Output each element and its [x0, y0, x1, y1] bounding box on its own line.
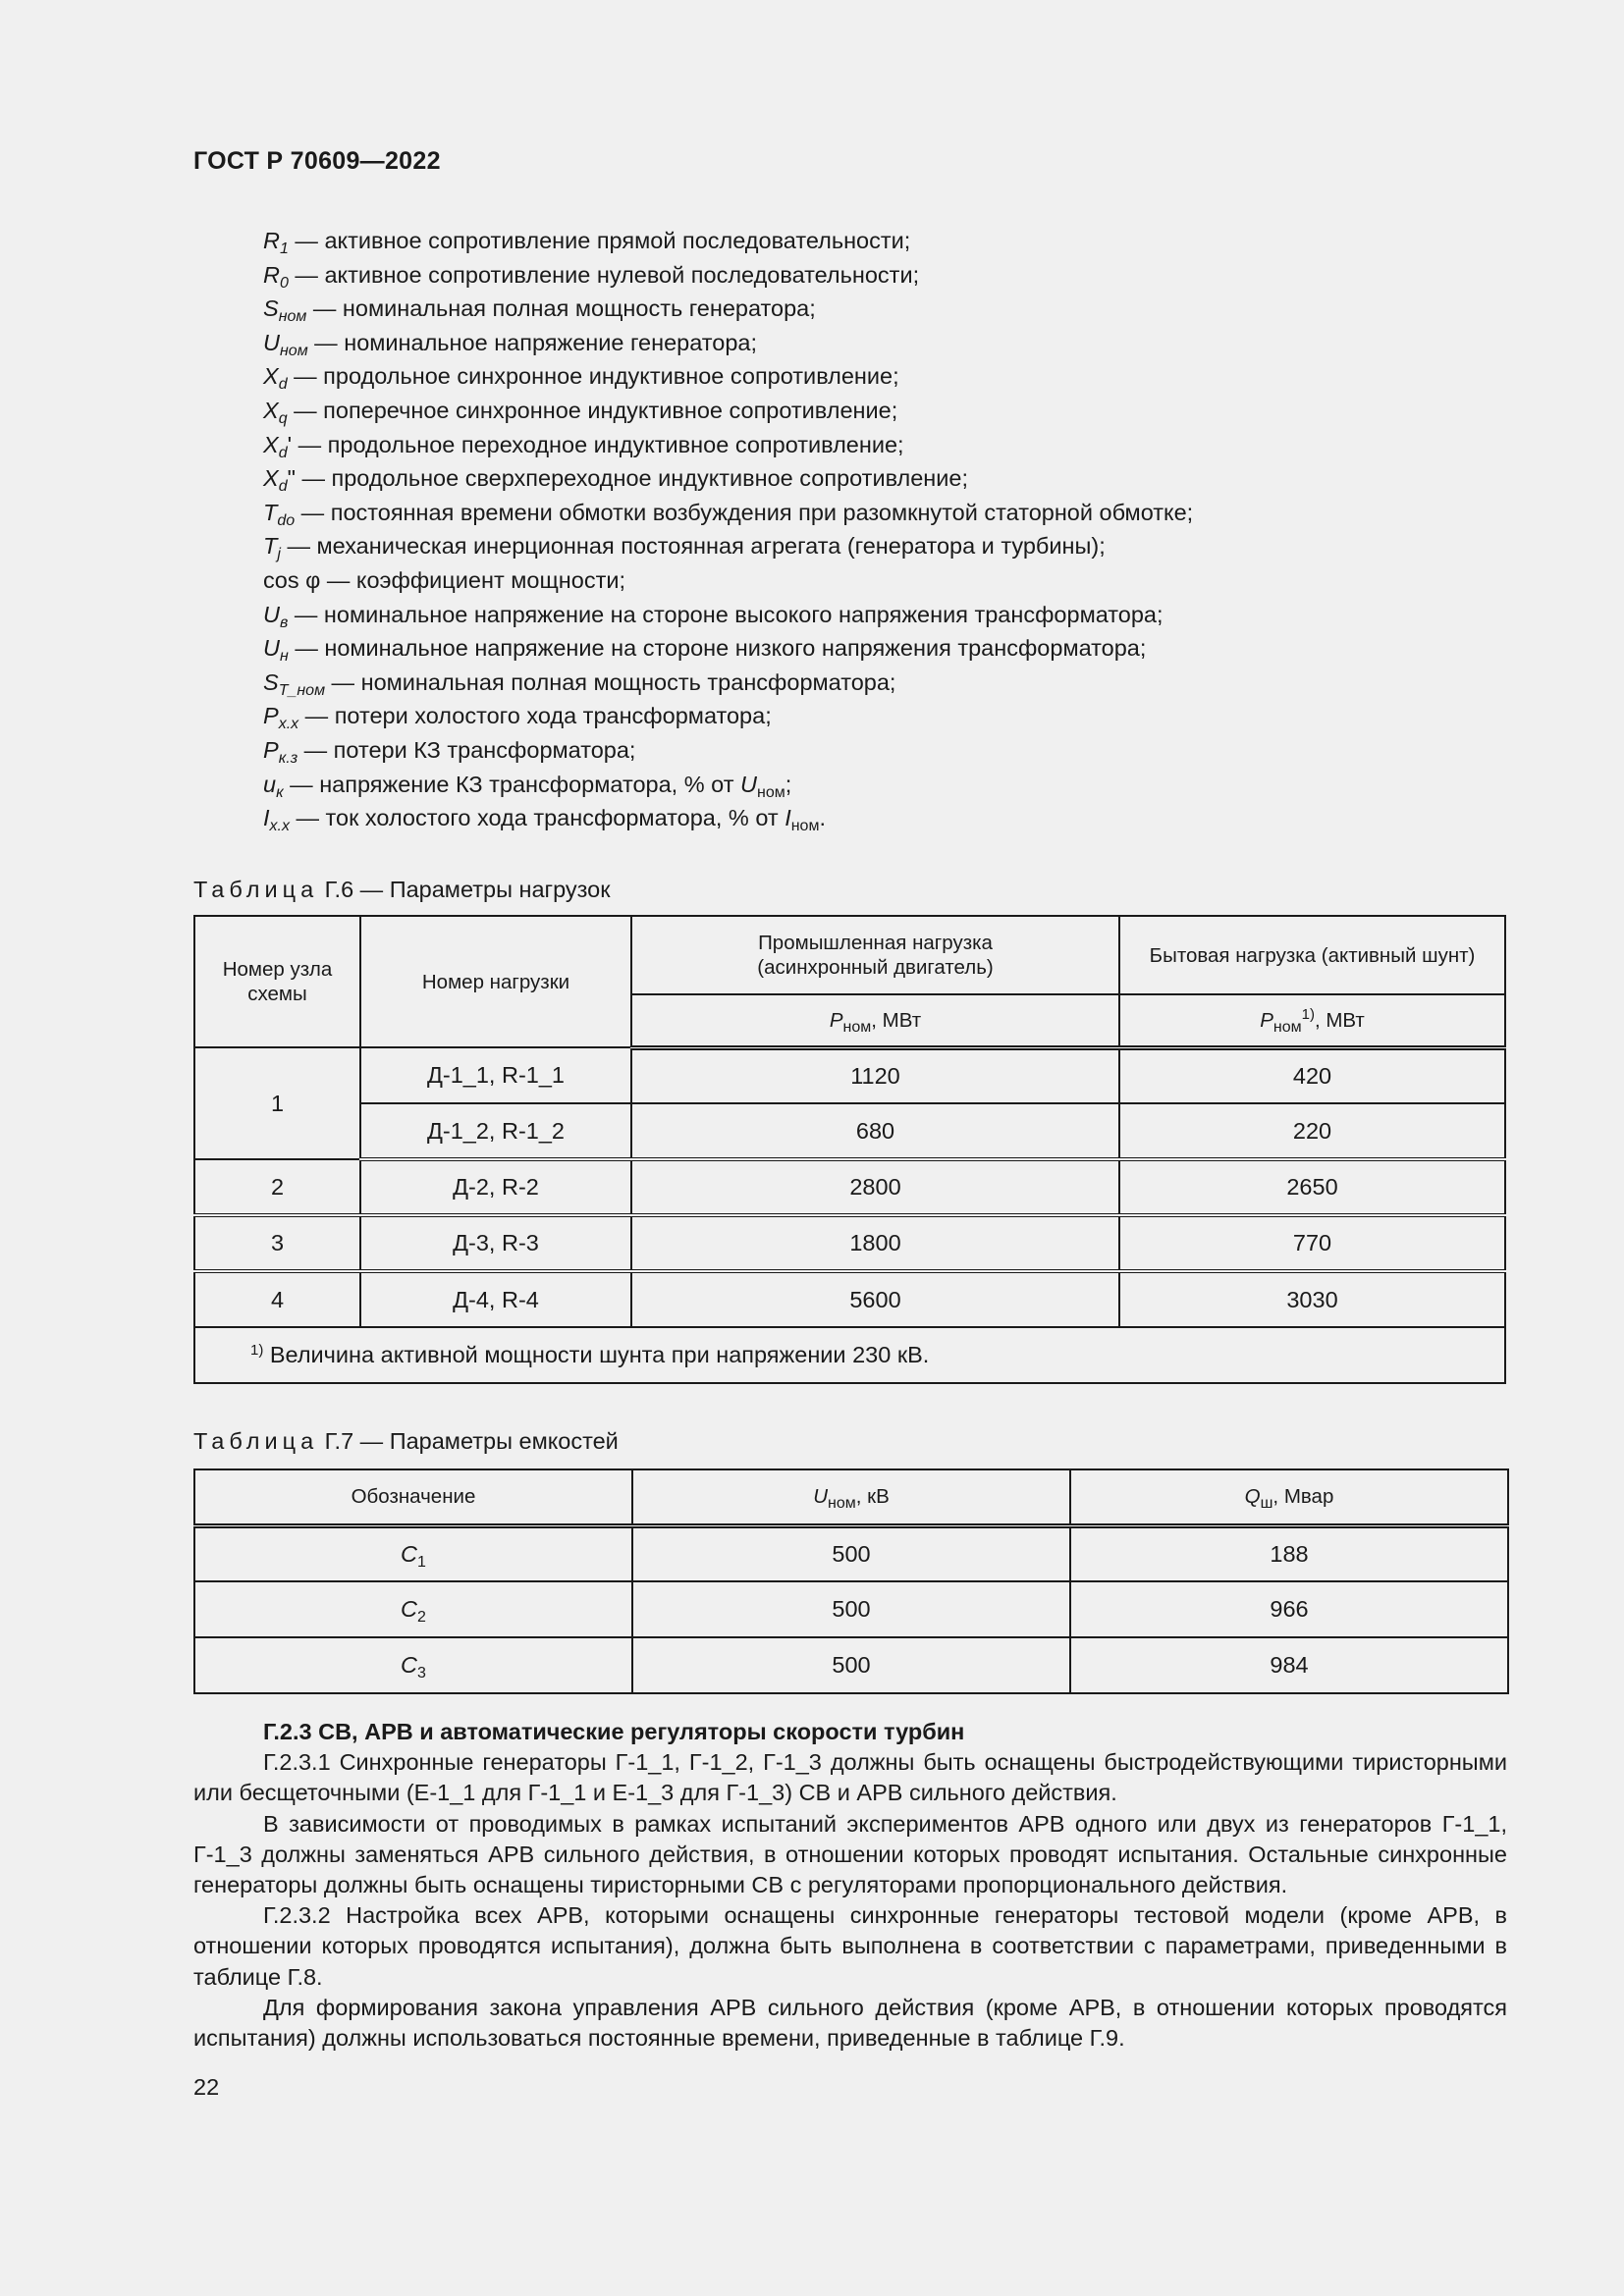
page-number: 22 [193, 2074, 220, 2100]
definition-item: $X_d'$ — продольное переходное индуктивное сопротивление; [263, 431, 904, 461]
loads-table [193, 915, 1506, 1384]
table-cell: 1800 [631, 1215, 1119, 1271]
table-cell: 500 [632, 1581, 1070, 1637]
table6-caption-word: Таблица [193, 877, 319, 902]
definition-item: $U_в$ — номинальное напряжение на стороне высокого напряжения трансформатора; [263, 601, 1164, 631]
table-cell: 5600 [631, 1271, 1119, 1327]
paragraph: Г.2.3.1 Синхронные генераторы Г-1_1, Г-1_2, Г-1_3 должны быть оснащены быстродействующими тиристорными или бесщеточными (Е-1_1 для Г-1_1 и Е-1_3 для Г-1_3) СВ и АРВ сильного действия. [193, 1749, 1507, 1806]
definition-item: $S_{ном}$ — номинальная полная мощность генератора; [263, 295, 816, 326]
definition-item: $P_{к.з}$ — потери КЗ трансформатора; [263, 736, 636, 767]
table-cell: 500 [632, 1637, 1070, 1693]
table-cell: 3 [194, 1215, 360, 1271]
paragraph: Для формирования закона управления АРВ сильного действия (кроме АРВ, в отношении которых проводятся испытания) должны использоваться постоянные времени, приведенные в таблице Г.9. [193, 1994, 1507, 2052]
table-cell: $C_2$ [194, 1581, 632, 1637]
table-cell: 188 [1070, 1525, 1508, 1581]
col-header-designation: Обозначение [194, 1469, 632, 1525]
definition-item: $R_1$ — активное сопротивление прямой последовательности; [263, 228, 911, 257]
table-cell: 420 [1119, 1047, 1505, 1103]
table-footnote: $^{1)}$ Величина активной мощности шунта при напряжении 230 кВ. [194, 1327, 1505, 1383]
col-header-household: Бытовая нагрузка (активный шунт) [1119, 916, 1505, 994]
definition-item: $X_d$" — продольное сверхпереходное индуктивное сопротивление; [263, 465, 969, 496]
definition-item: $R_0$ — активное сопротивление нулевой последовательности; [263, 261, 920, 292]
table-cell: 220 [1119, 1103, 1505, 1159]
definition-item: $U_{ном}$ — номинальное напряжение генератора; [263, 329, 758, 359]
definition-item: $T_{do}$ — постоянная времени обмотки возбуждения при разомкнутой статорной обмотке; [263, 499, 1194, 529]
table-cell: 984 [1070, 1637, 1508, 1693]
table-cell: $C_1$ [194, 1525, 632, 1581]
paragraph: В зависимости от проводимых в рамках испытаний экспериментов АРВ одного или двух из генераторов Г-1_1, Г-1_3 должны заменяться АРВ сильного действия, в отношении которых проводят испытания. Остальные синхронные генераторы должны быть оснащены тиристорными СВ с регуляторами пропорционального действия. [193, 1810, 1507, 1898]
col-header-load: Номер нагрузки [360, 916, 631, 1047]
table-cell: 2800 [631, 1159, 1119, 1215]
col-header-voltage: $U_{ном}$, кВ [632, 1469, 1070, 1525]
table-cell: 1 [194, 1047, 360, 1159]
col-header-node: Номер узла схемы [194, 916, 360, 1047]
table-cell: Д-4, R-4 [360, 1271, 631, 1327]
table-cell: 966 [1070, 1581, 1508, 1637]
section-heading: Г.2.3 СВ, АРВ и автоматические регуляторы скорости турбин [263, 1719, 965, 1744]
table-cell: Д-1_2, R-1_2 [360, 1103, 631, 1159]
table-cell: 680 [631, 1103, 1119, 1159]
table-cell: Д-2, R-2 [360, 1159, 631, 1215]
capacitors-table [193, 1468, 1509, 1694]
table-cell: 3030 [1119, 1271, 1505, 1327]
table-cell: $C_3$ [194, 1637, 632, 1693]
definition-item: $U_н$ — номинальное напряжение на стороне низкого напряжения трансформатора; [263, 635, 1147, 666]
table7-caption-title: Г.7 — Параметры емкостей [318, 1428, 619, 1454]
definition-item: cos φ — коэффициент мощности; [263, 566, 626, 593]
table-cell: 770 [1119, 1215, 1505, 1271]
table-cell: 2650 [1119, 1159, 1505, 1215]
table-cell: 4 [194, 1271, 360, 1327]
definition-item: $X_d$ — продольное синхронное индуктивное сопротивление; [263, 363, 899, 394]
unit-household: $P_{ном}^{1)}$, МВт [1119, 994, 1505, 1047]
definition-item: $T_j$ — механическая инерционная постоянная агрегата (генератора и турбины); [263, 533, 1106, 563]
table-cell: Д-3, R-3 [360, 1215, 631, 1271]
table-cell: 500 [632, 1525, 1070, 1581]
col-header-industrial: Промышленная нагрузка (асинхронный двигатель) [631, 916, 1119, 994]
table6-caption [193, 877, 611, 903]
definition-item: $X_q$ — поперечное синхронное индуктивное сопротивление; [263, 397, 898, 427]
table-cell: 2 [194, 1159, 360, 1215]
definition-item: $u_к$ — напряжение КЗ трансформатора, % от $U_{ном}$; [263, 771, 792, 801]
table7-caption [193, 1428, 619, 1455]
col-header-reactive-power: $Q_ш$, Мвар [1070, 1469, 1508, 1525]
symbol-definitions [263, 224, 1193, 835]
document-code: ГОСТ Р 70609—2022 [193, 147, 441, 175]
definition-item: $S_{Т\_ном}$ — номинальная полная мощность трансформатора; [263, 668, 896, 699]
paragraph: Г.2.3.2 Настройка всех АРВ, которыми оснащены синхронные генераторы тестовой модели (кроме АРВ, в отношении которых проводятся испытания), должна быть выполнена в соответствии с параметрами, приведенными в таблице Г.8. [193, 1902, 1507, 1990]
unit-industrial: $P_{ном}$, МВт [631, 994, 1119, 1047]
section-text [193, 1717, 1507, 2054]
definition-item: $P_{х.х}$ — потери холостого хода трансформатора; [263, 703, 772, 733]
table-cell: 1120 [631, 1047, 1119, 1103]
table6-caption-title: Г.6 — Параметры нагрузок [318, 877, 611, 902]
table7-caption-word: Таблица [193, 1428, 319, 1454]
definition-item: $I_{х.х}$ — ток холостого хода трансформатора, % от $I_{ном}$. [263, 805, 826, 835]
table-cell: Д-1_1, R-1_1 [360, 1047, 631, 1103]
